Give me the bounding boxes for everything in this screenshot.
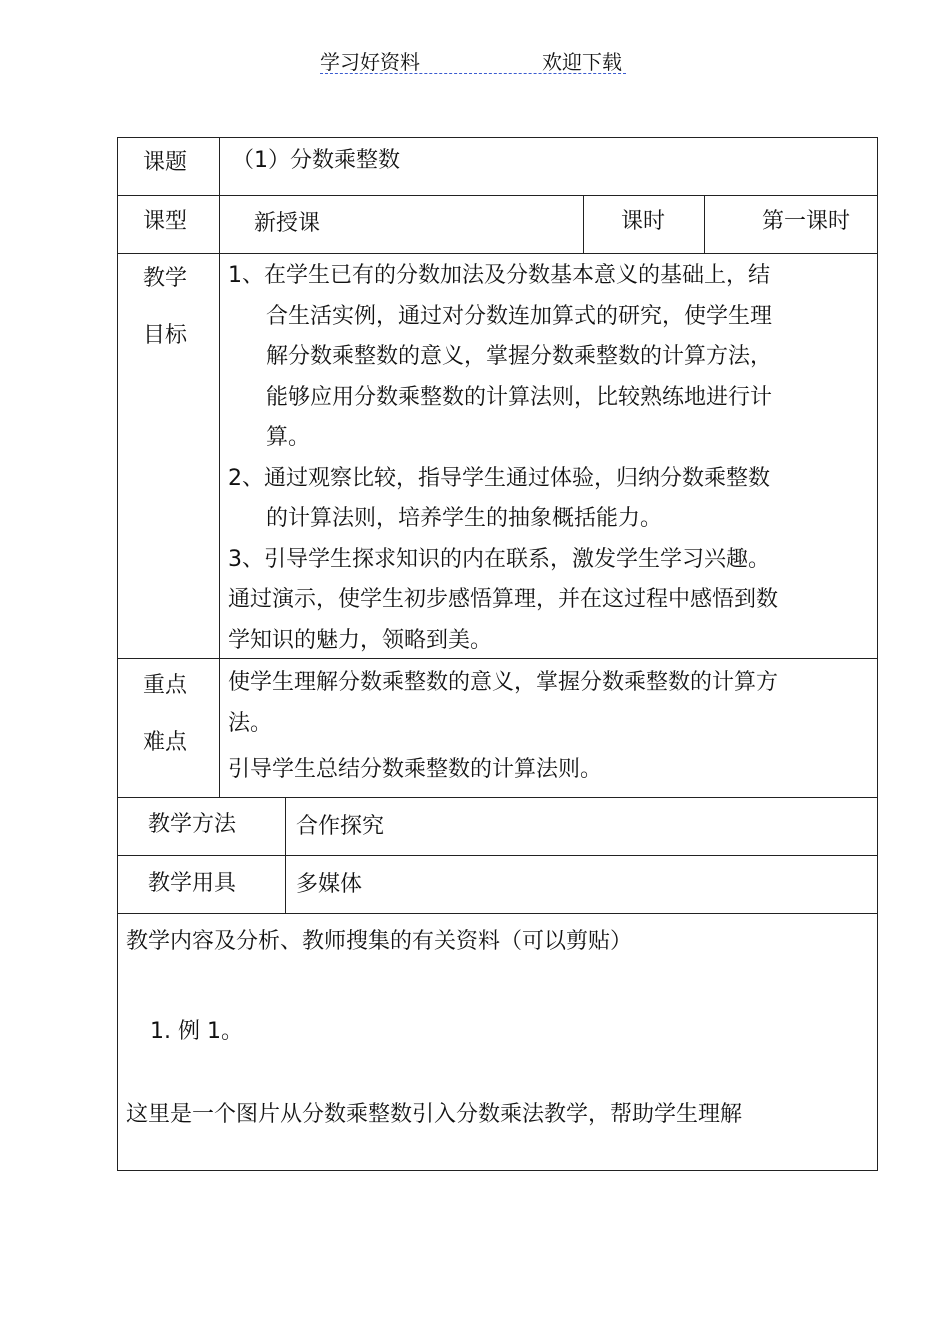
header-left-text: 学习好资料 (320, 50, 420, 74)
type-value: 新授课 (254, 211, 321, 236)
objectives-label-line2: 目标 (143, 323, 188, 348)
key-points-line: 法。 (228, 710, 273, 736)
row-divider (117, 797, 878, 798)
content-heading: 教学内容及分析、教师搜集的有关资料（可以剪贴） (126, 929, 633, 954)
key-points-line: 使学生理解分数乘整数的意义，掌握分数乘整数的计算方 (228, 670, 779, 695)
objectives-line: 1、在学生已有的分数加法及分数基本意义的基础上，结 (228, 263, 770, 288)
period-label: 课时 (621, 209, 666, 234)
objectives-line: 2、通过观察比较，指导学生通过体验，归纳分数乘整数 (228, 465, 770, 491)
content-example: 1. 例 1。 (150, 1019, 243, 1044)
header-right-text: 欢迎下载 (542, 50, 622, 74)
method-label: 教学方法 (148, 812, 237, 837)
title-label: 课题 (143, 150, 188, 175)
column-divider (704, 195, 705, 253)
row-divider (117, 855, 878, 856)
objectives-text (228, 256, 868, 661)
type-label: 课型 (143, 209, 188, 234)
objectives-line: 学知识的魅力，领略到美。 (228, 627, 493, 653)
key-points-label-line1: 重点 (143, 673, 188, 698)
title-value: （1）分数乘整数 (232, 148, 400, 173)
column-divider (583, 195, 584, 253)
objectives-line: 的计算法则，培养学生的抽象概括能力。 (266, 506, 663, 531)
column-divider (219, 137, 220, 798)
objectives-line: 合生活实例，通过对分数连加算式的研究，使学生理 (266, 303, 773, 329)
header-dashed-underline (320, 73, 626, 74)
tools-label: 教学用具 (148, 871, 237, 896)
objectives-line: 算。 (266, 425, 311, 450)
row-divider (117, 913, 878, 914)
row-divider (117, 195, 878, 196)
period-value: 第一课时 (762, 209, 851, 234)
objectives-line: 通过演示，使学生初步感悟算理，并在这过程中感悟到数 (228, 587, 779, 612)
key-points-text (228, 663, 868, 791)
tools-value: 多媒体 (296, 872, 363, 897)
objectives-line: 解分数乘整数的意义，掌握分数乘整数的计算方法， (266, 344, 773, 369)
objectives-label-line1: 教学 (143, 266, 188, 291)
method-value: 合作探究 (296, 814, 385, 839)
column-divider (285, 797, 286, 913)
objectives-line: 能够应用分数乘整数的计算法则，比较熟练地进行计 (266, 384, 773, 410)
row-divider (117, 253, 878, 254)
objectives-line: 3、引导学生探求知识的内在联系，激发学生学习兴趣。 (228, 546, 770, 572)
key-points-label-line2: 难点 (143, 730, 188, 755)
content-text: 这里是一个图片从分数乘整数引入分数乘法教学，帮助学生理解 (126, 1102, 743, 1127)
page-header (320, 46, 626, 76)
key-points-line: 引导学生总结分数乘整数的计算法则。 (228, 757, 603, 782)
